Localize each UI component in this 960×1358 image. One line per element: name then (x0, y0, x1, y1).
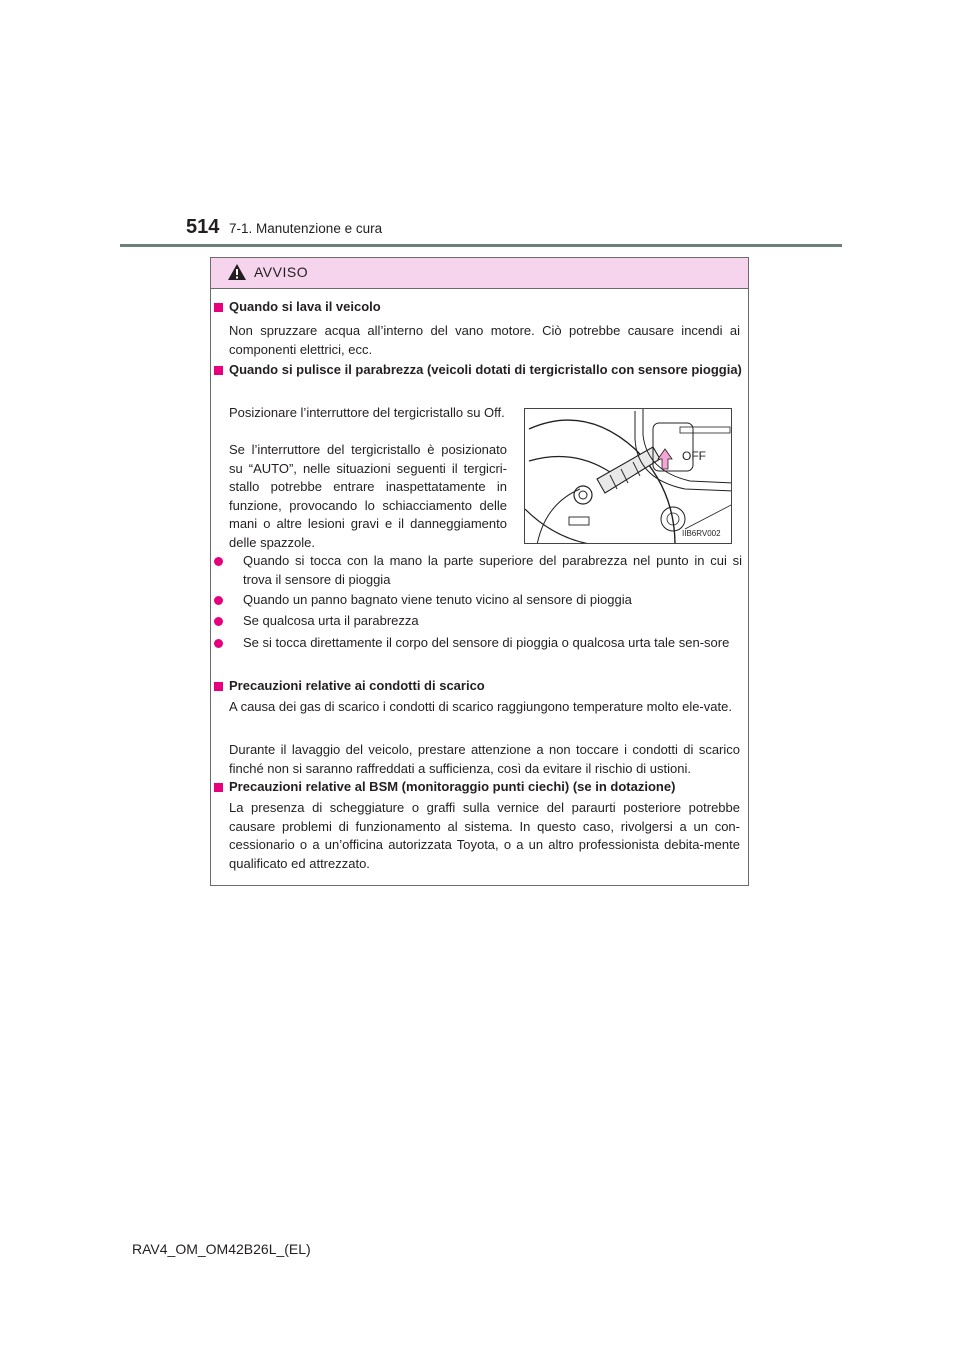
footer-doc-code: RAV4_OM_OM42B26L_(EL) (132, 1241, 311, 1257)
section-title: 7-1. Manutenzione e cura (229, 221, 383, 236)
round-bullet-icon (214, 617, 223, 626)
section-body: Se l’interruttore del tergicristallo è posizionato su “AUTO”, nelle situazioni seguenti il tergicri-stallo potrebbe entrare inaspettatamente in funzione, provocando lo schiacciamento delle mani o altre lesioni gravi e il danneggiamento delle spazzole. (229, 442, 507, 550)
section-body: La presenza di scheggiature o graffi sulla vernice del paraurti posteriore potrebbe causare problemi di funzionamento al sistema. In questo caso, rivolgersi a un con-cessionario o a un’officina autorizzata Toyota, o a un altro professionista debita-mente qualificato ed attrezzato. (229, 800, 740, 871)
bullet-text: Se si tocca direttamente il corpo del sensore di pioggia o qualcosa urta tale sen-sore (243, 635, 730, 650)
wiper-switch-figure (524, 408, 732, 544)
warning-title: AVVISO (254, 264, 309, 280)
round-bullet-icon (214, 639, 223, 648)
bullet-text: Quando un panno bagnato viene tenuto vicino al sensore di pioggia (243, 592, 632, 607)
section-body: Durante il lavaggio del veicolo, prestare attenzione a non toccare i condotti di scarico finché non si saranno raffreddati a sufficienza, così da evitare il rischio di ustioni. (229, 742, 740, 776)
round-bullet-icon (214, 596, 223, 605)
section-body: A causa dei gas di scarico i condotti di scarico raggiungono temperature molto ele-vate. (229, 699, 732, 714)
figure-off-label: OFF (682, 449, 706, 463)
section-heading: Precauzioni relative al BSM (monitoraggio punti ciechi) (se in dotazione) (229, 779, 676, 794)
section-body: Posizionare l’interruttore del tergicristallo su Off. (229, 405, 505, 420)
round-bullet-icon (214, 557, 223, 566)
bullet-text: Quando si tocca con la mano la parte superiore del parabrezza nel punto in cui si trova il sensore di pioggia (243, 553, 742, 587)
warning-header (211, 258, 748, 289)
section-heading: Precauzioni relative ai condotti di scarico (229, 678, 485, 693)
square-bullet-icon (214, 783, 223, 792)
square-bullet-icon (214, 366, 223, 375)
page-number: 514 (186, 216, 220, 238)
bullet-text: Se qualcosa urta il parabrezza (243, 613, 419, 628)
square-bullet-icon (214, 303, 223, 312)
warning-icon (227, 263, 247, 281)
section-heading: Quando si pulisce il parabrezza (veicoli dotati di tergicristallo con sensore pioggia) (229, 362, 742, 377)
section-body: Non spruzzare acqua all’interno del vano motore. Ciò potrebbe causare incendi ai componenti elettrici, ecc. (229, 323, 740, 357)
square-bullet-icon (214, 682, 223, 691)
figure-code: IIB6RV002 (682, 529, 721, 538)
header-rule (120, 244, 842, 247)
wiper-switch-illustration (525, 409, 732, 544)
section-heading: Quando si lava il veicolo (229, 299, 381, 314)
